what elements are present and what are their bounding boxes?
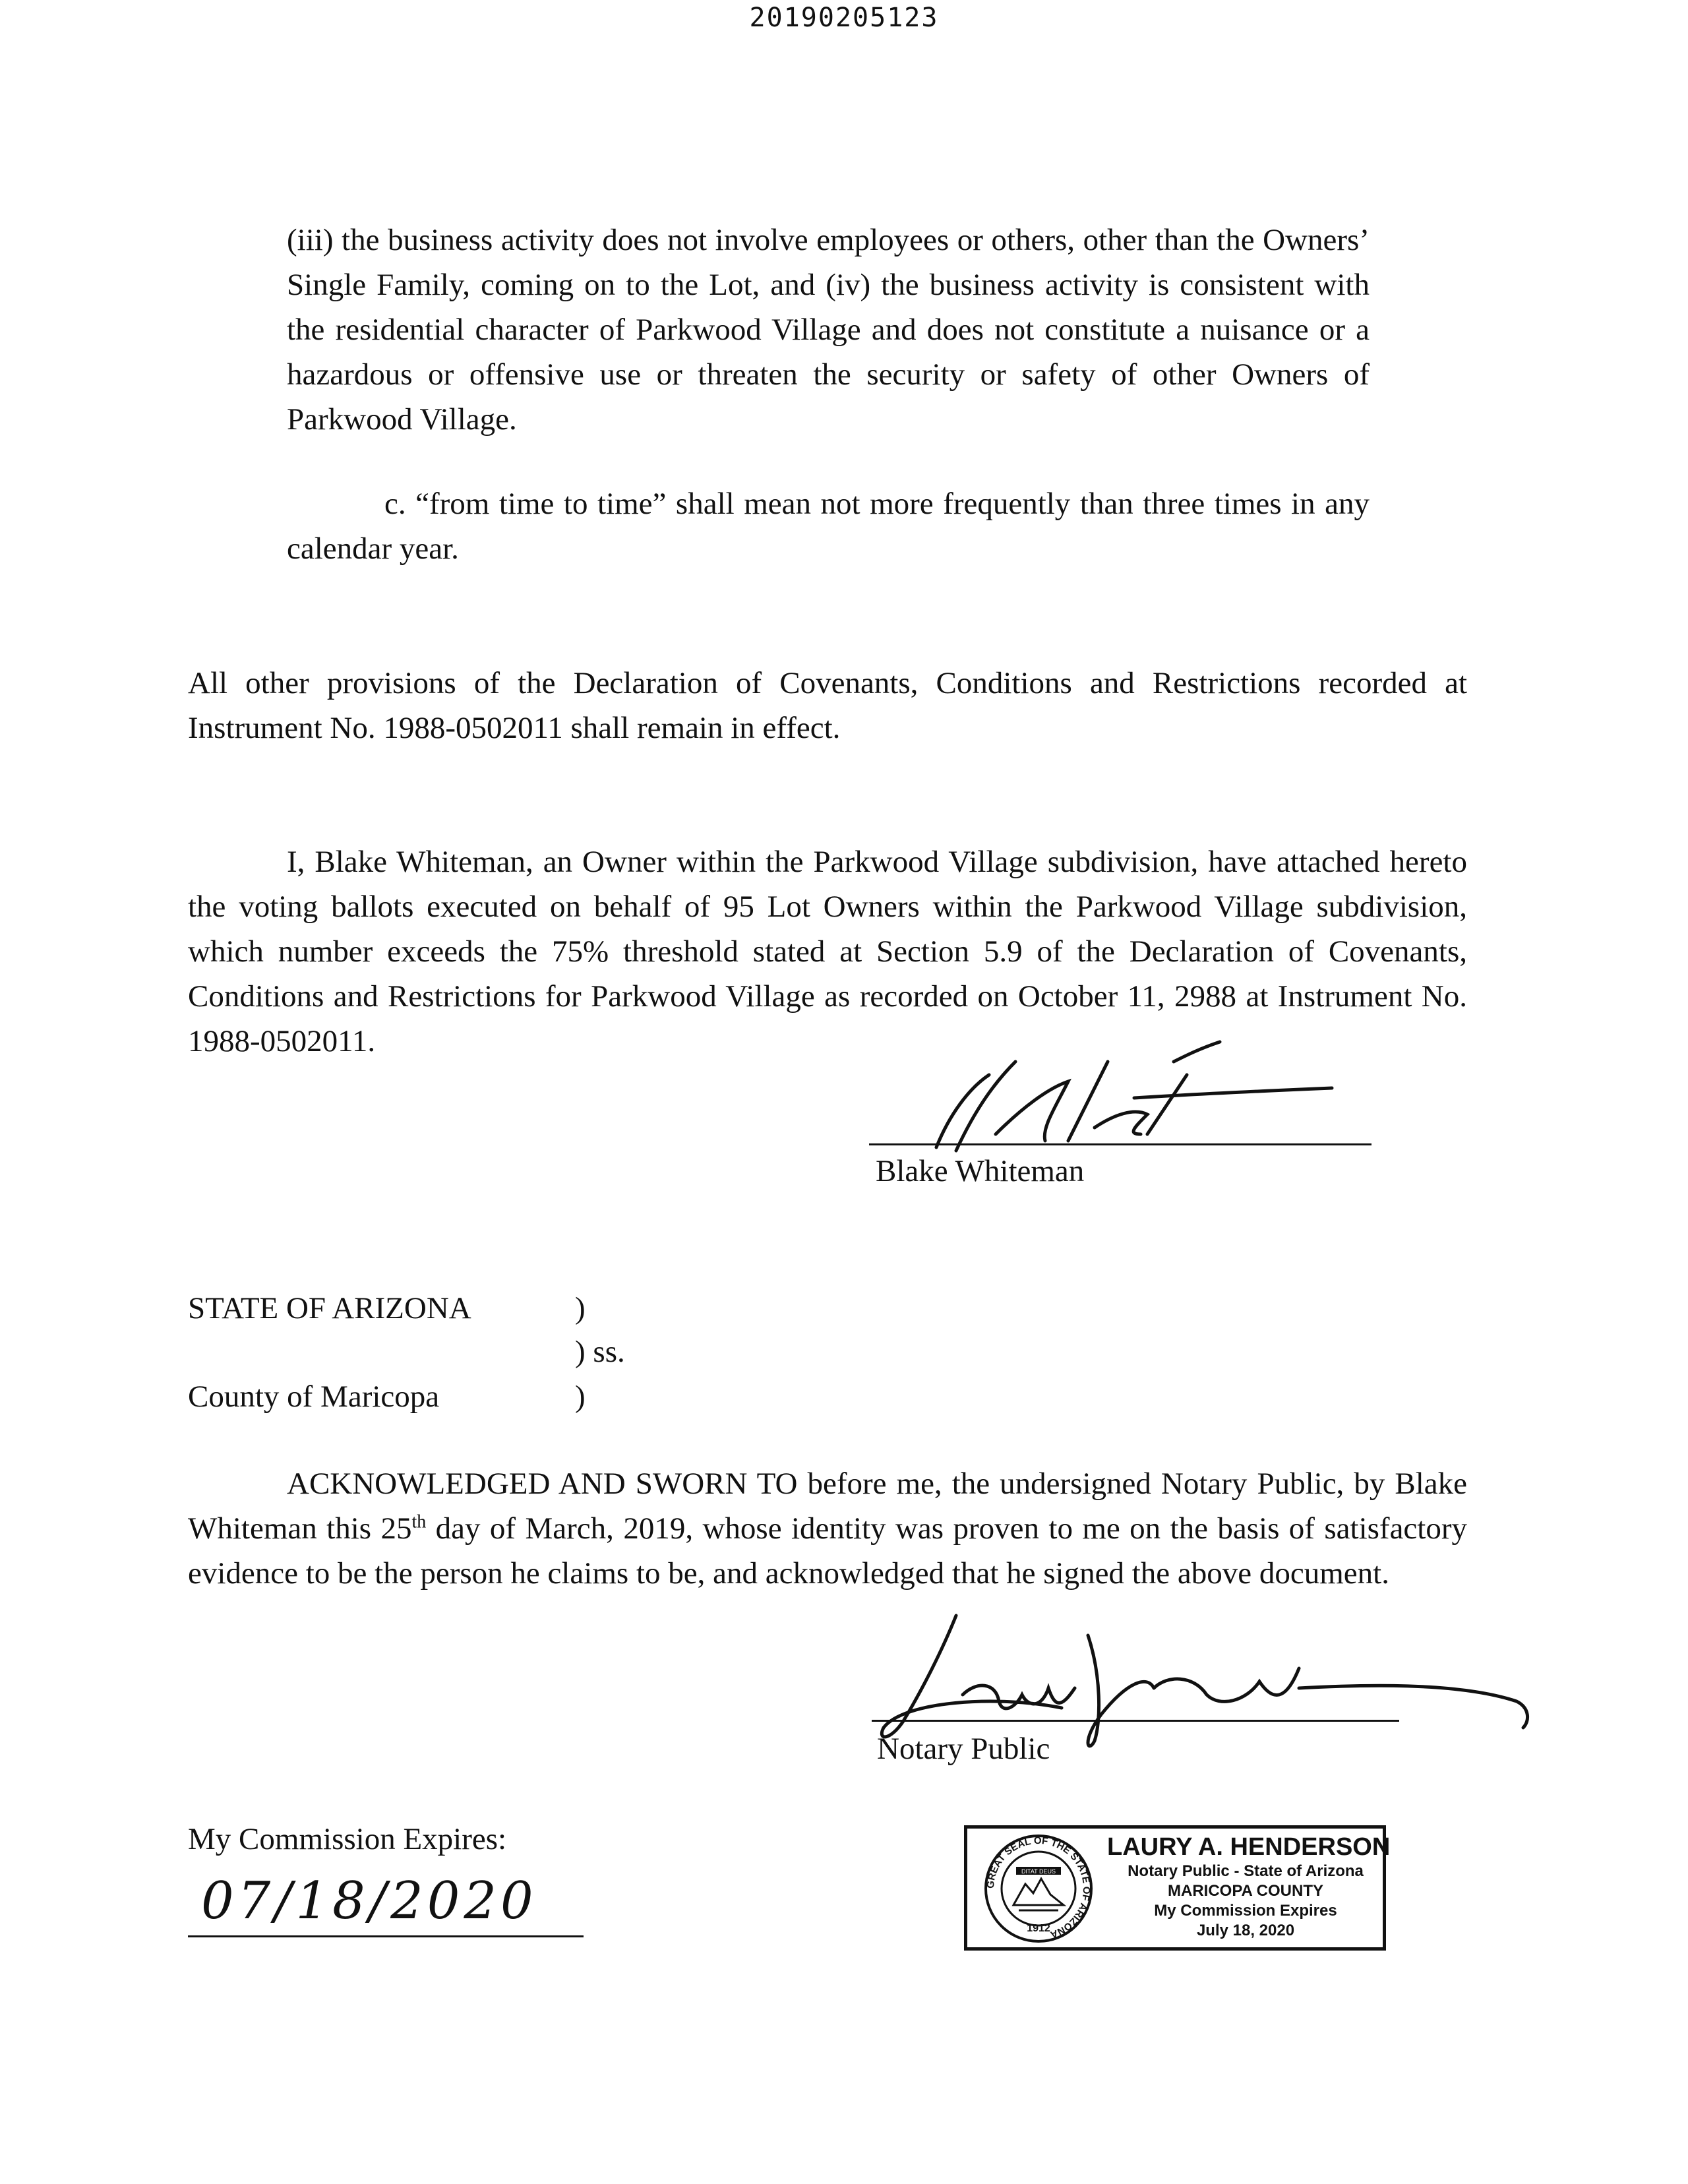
arizona-seal-emblem-icon [973,1833,1104,1945]
notary-seal-stamp [964,1825,1391,1951]
seal-line-3: My Commission Expires [1154,1902,1337,1920]
venue-paren-3: ) [575,1380,586,1414]
owner-signature-scribble [910,1035,1372,1167]
notary-title: Notary Public [877,1732,1050,1766]
venue-state: STATE OF ARIZONA [188,1291,471,1325]
ballots-paragraph: I, Blake Whiteman, an Owner within the Parkwood Village subdivision, have attached hereto the voting ballots executed on behalf of 95 Lot Owners within the Parkwood Village subdivision, which number exceeds the 75% threshold stated at Section 5.9 of the Declaration of Covenants, Conditions and Restrictions for Parkwood Village as recorded on October 11, 2988 at Instrument No. 1988-0502011. [188,845,1467,1058]
seal-line-2: MARICOPA COUNTY [1168,1882,1323,1900]
document-number: 20190205123 [749,3,939,33]
ordinal-suffix: th [411,1511,427,1532]
svg-text:GREAT SEAL OF THE STATE OF ARI: GREAT SEAL OF THE STATE OF ARIZONA [984,1835,1093,1941]
acknowledgment-paragraph: ACKNOWLEDGED AND SWORN TO before me, the undersigned Notary Public, by Blake Whiteman this 25th day of March, 2019, whose identity was proven to me on the basis of satisfactory evidence to be the person he claims to be, and acknowledged that he signed the above document. [188,1467,1468,1591]
commission-label: My Commission Expires: [188,1822,507,1856]
commission-date-line [188,1935,584,1937]
notary-seal-text [1107,1833,1391,1941]
venue-county: County of Maricopa [188,1380,440,1414]
venue-paren-ss: ) ss. [575,1335,625,1369]
owner-signature-line [869,1143,1372,1145]
seal-line-4: July 18, 2020 [1196,1922,1295,1939]
acknowledgment-lead: ACKNOWLEDGED AND SWORN TO [287,1467,798,1501]
venue-paren-1: ) [575,1291,586,1325]
provisions-paragraph: All other provisions of the Declaration of Covenants, Conditions and Restrictions recorded at Instrument No. 1988-0502011 shall remain in effect. [188,666,1467,745]
seal-line-1: Notary Public - State of Arizona [1128,1862,1364,1880]
clause-iii-paragraph: (iii) the business activity does not involve employees or others, other than the Owners’ Single Family, coming on to the Lot, and (iv) the business activity is consistent with the residential character of Parkwood Village and does not constitute a nuisance or a hazardous or offensive use or threaten the security or safety of other Owners of Parkwood Village. [287,223,1370,437]
notary-signature-line [872,1720,1399,1722]
svg-text:1912: 1912 [1027,1923,1050,1934]
seal-notary-name: LAURY A. HENDERSON [1107,1833,1391,1861]
clause-c-paragraph: c. “from time to time” shall mean not more frequently than three times in any calendar year. [287,487,1370,566]
commission-handwritten-date: 07/18/2020 [201,1871,537,1931]
svg-text:DITAT DEUS: DITAT DEUS [1021,1868,1056,1875]
owner-signature-name: Blake Whiteman [876,1154,1085,1188]
